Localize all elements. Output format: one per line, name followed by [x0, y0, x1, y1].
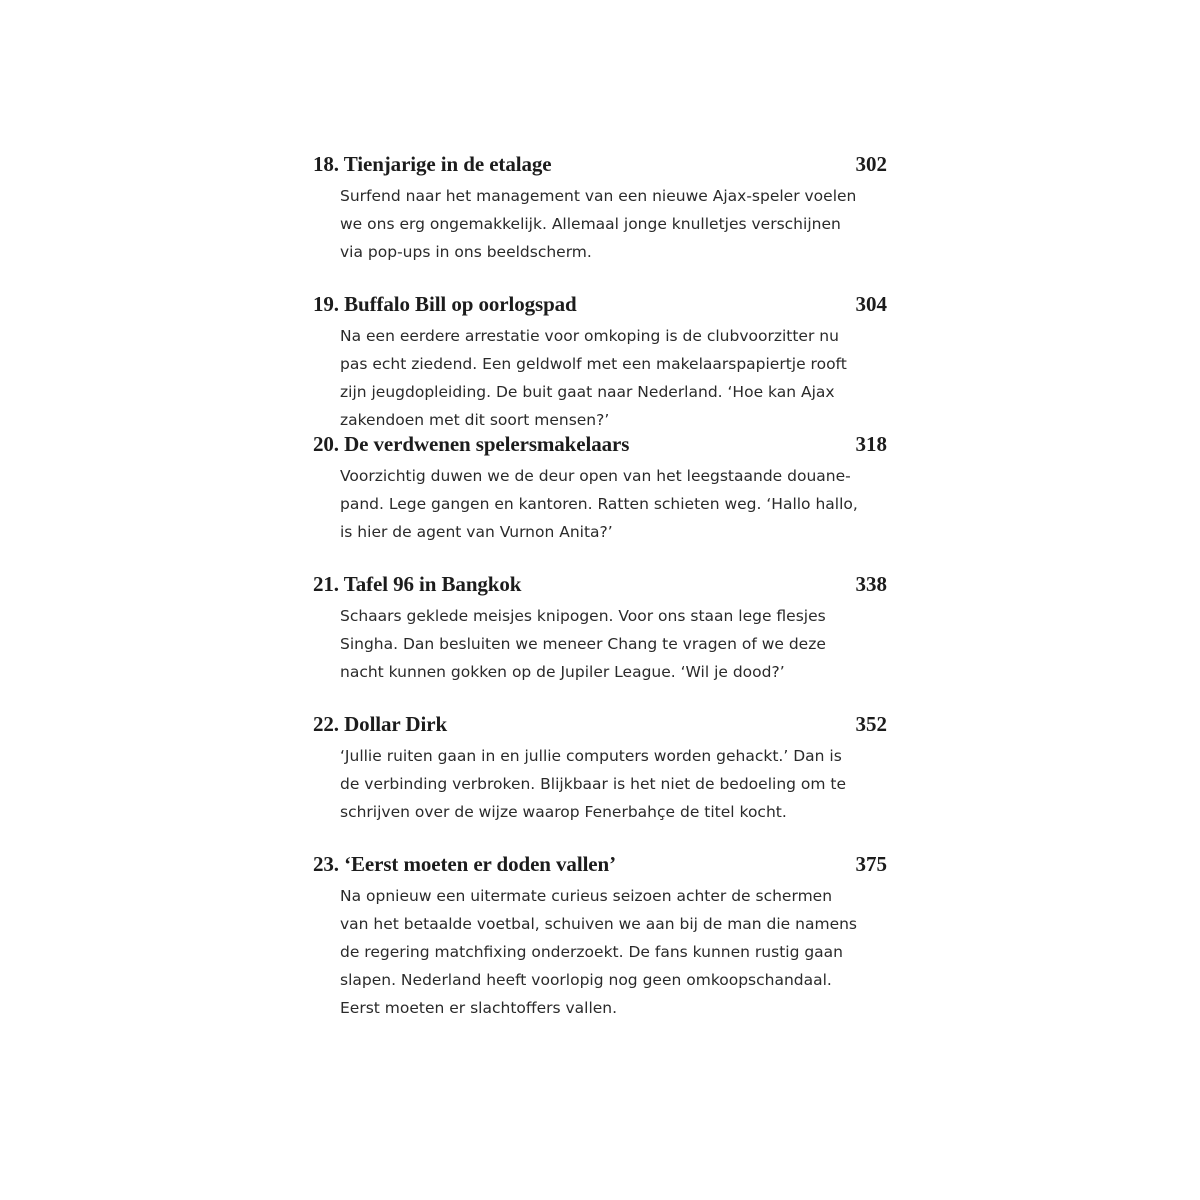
- summary-line: de regering matchfixing onderzoekt. De fans kunnen rustig gaan: [340, 943, 844, 961]
- chapter-title: 19. Buffalo Bill op oorlogspad: [313, 292, 577, 316]
- toc-entry-header: [313, 292, 887, 322]
- toc-entry-header: [313, 712, 887, 742]
- toc-entry-23: [313, 852, 887, 1017]
- toc-entry-header: [313, 572, 887, 602]
- summary-line: pas echt ziedend. Een geldwolf met een makelaarspapiertje rooft: [340, 355, 847, 373]
- chapter-summary: [313, 742, 887, 826]
- chapter-title: 22. Dollar Dirk: [313, 712, 448, 736]
- toc-entry-22: [313, 712, 887, 852]
- chapter-summary: [313, 182, 887, 266]
- toc-entry-header: [313, 432, 887, 462]
- summary-line: de verbinding verbroken. Blijkbaar is het niet de bedoeling om te: [340, 775, 847, 793]
- summary-line: pand. Lege gangen en kantoren. Ratten schieten weg. ‘Hallo hallo,: [340, 495, 858, 513]
- page-number: 304: [855, 292, 887, 316]
- toc-entry-19: [313, 292, 887, 432]
- summary-line: ‘Jullie ruiten gaan in en jullie computers worden gehackt.’ Dan is: [340, 747, 842, 765]
- summary-line: Na een eerdere arrestatie voor omkoping is de clubvoorzitter nu: [340, 327, 839, 345]
- summary-line: Singha. Dan besluiten we meneer Chang te vragen of we deze: [340, 635, 826, 653]
- toc-entry-18: [313, 152, 887, 292]
- summary-line: we ons erg ongemakkelijk. Allemaal jonge knulletjes verschijnen: [340, 215, 841, 233]
- chapter-summary: [313, 322, 887, 434]
- page-number: 375: [855, 852, 887, 876]
- summary-line: is hier de agent van Vurnon Anita?’: [340, 523, 613, 541]
- toc-entry-header: [313, 852, 887, 882]
- chapter-title: 23. ‘Eerst moeten er doden vallen’: [313, 852, 616, 876]
- summary-line: Eerst moeten er slachtoffers vallen.: [340, 999, 618, 1017]
- toc-entry-20: [313, 432, 887, 572]
- summary-line: Na opnieuw een uitermate curieus seizoen achter de schermen: [340, 887, 833, 905]
- chapter-summary: [313, 462, 887, 546]
- summary-line: nacht kunnen gokken op de Jupiler League. ‘Wil je dood?’: [340, 663, 785, 681]
- summary-line: zijn jeugdopleiding. De buit gaat naar Nederland. ‘Hoe kan Ajax: [340, 383, 835, 401]
- page-number: 302: [855, 152, 887, 176]
- summary-line: Schaars geklede meisjes knipogen. Voor ons staan lege flesjes: [340, 607, 826, 625]
- summary-line: zakendoen met dit soort mensen?’: [340, 411, 610, 429]
- summary-line: Surfend naar het management van een nieuwe Ajax-speler voelen: [340, 187, 857, 205]
- toc-entry-21: [313, 572, 887, 712]
- table-of-contents: [313, 152, 887, 1017]
- toc-entry-header: [313, 152, 887, 182]
- chapter-summary: [313, 602, 887, 686]
- summary-line: via pop-ups in ons beeldscherm.: [340, 243, 592, 261]
- chapter-summary: [313, 882, 887, 1022]
- chapter-title: 18. Tienjarige in de etalage: [313, 152, 552, 176]
- chapter-title: 20. De verdwenen spelersmakelaars: [313, 432, 630, 456]
- summary-line: slapen. Nederland heeft voorlopig nog geen omkoopschandaal.: [340, 971, 832, 989]
- summary-line: van het betaalde voetbal, schuiven we aan bij de man die namens: [340, 915, 858, 933]
- page-number: 338: [855, 572, 887, 596]
- summary-line: Voorzichtig duwen we de deur open van het leegstaande douane-: [340, 467, 851, 485]
- page-number: 352: [855, 712, 887, 736]
- summary-line: schrijven over de wijze waarop Fenerbahçe de titel kocht.: [340, 803, 787, 821]
- page-number: 318: [855, 432, 887, 456]
- chapter-title: 21. Tafel 96 in Bangkok: [313, 572, 522, 596]
